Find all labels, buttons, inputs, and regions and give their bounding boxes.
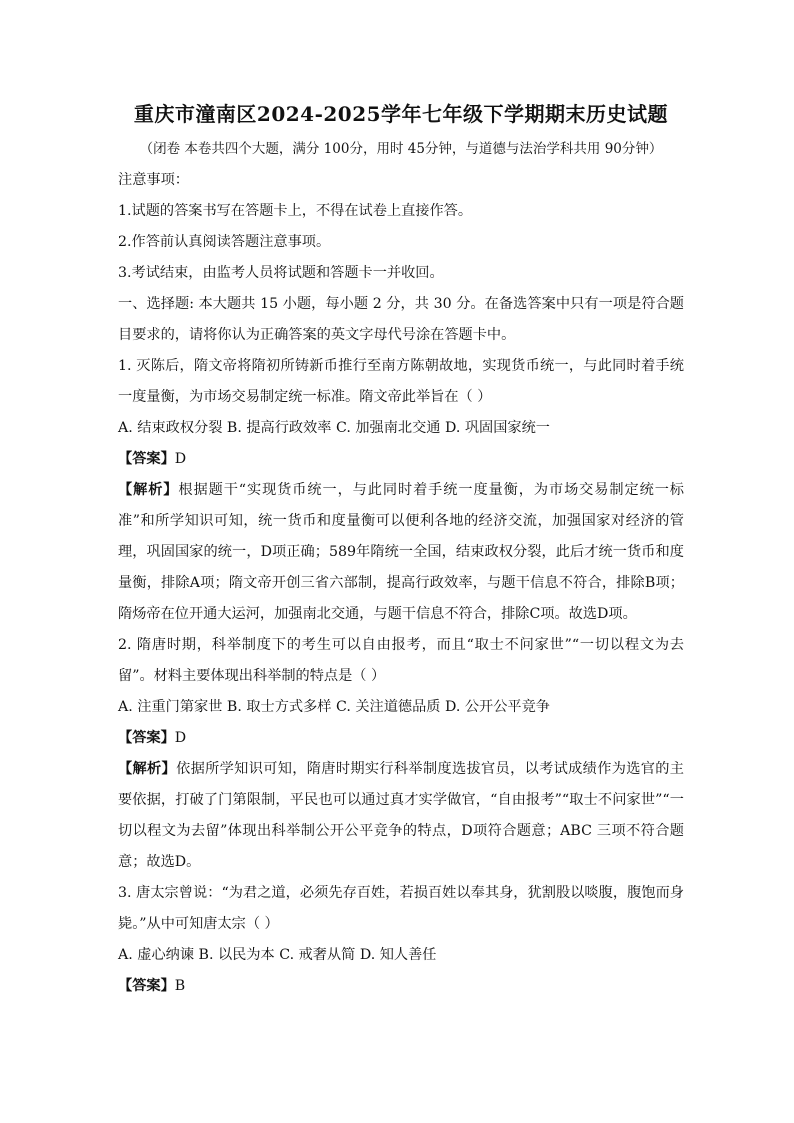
question-1-options: A. 结束政权分裂 B. 提高行政效率 C. 加强南北交通 D. 巩固国家统一 xyxy=(118,420,550,436)
notice-item-1: 1.试题的答案书写在答题卡上，不得在试卷上直接作答。 xyxy=(118,203,473,219)
analysis-tag: 【解析】 xyxy=(118,761,177,777)
answer-tag: 【答案】 xyxy=(118,730,175,746)
exam-subtitle: （闭卷 本卷共四个大题，满分 100分，用时 45分钟，与道德与法治学科共用 90分钟） xyxy=(139,141,663,157)
question-1-stem: 1. 灭陈后，隋文帝将隋初所铸新币推行至南方陈朝故地，实现货币统一，与此同时着手统一度量衡，为市场交易制定统一标准。隋文帝此举旨在（ ） xyxy=(118,358,684,405)
question-3-answer xyxy=(118,971,684,1002)
answer-value: D xyxy=(174,730,187,746)
question-2-options: A. 注重门第家世 B. 取士方式多样 C. 关注道德品质 D. 公开公平竞争 xyxy=(118,699,550,715)
answer-value: B xyxy=(174,978,186,994)
notice-item-3: 3.考试结束，由监考人员将试题和答题卡一并收回。 xyxy=(118,265,444,281)
question-3-stem: 3. 唐太宗曾说：“为君之道，必须先存百姓，若损百姓以奉其身，犹割股以啖腹，腹饱而身毙。”从中可知唐太宗（ ） xyxy=(118,885,684,932)
question-2-stem: 2. 隋唐时期，科举制度下的考生可以自由报考，而且“取士不问家世”“一切以程文为去留”。材料主要体现出科举制的特点是（ ） xyxy=(118,637,684,684)
question-1-answer xyxy=(118,444,684,475)
analysis-text: 依据所学知识可知，隋唐时期实行科举制度选拔官员，以考试成绩作为选官的主要依据，打破了门第限制，平民也可以通过真才实学做官，“自由报考”“取士不问家世”“一切以程文为去留”体现出科举制公开公平竞争的特点，D项符合题意；ABC 三项不符合题意；故选D。 xyxy=(118,761,684,870)
notice-heading: 注意事项： xyxy=(118,172,189,188)
answer-value: D xyxy=(174,451,187,467)
question-1-analysis xyxy=(118,475,684,630)
page-title: 重庆市潼南区2024-2025学年七年级下学期期末历史试题 xyxy=(133,102,669,126)
section-intro: 一、选择题: 本大题共 15 小题，每小题 2 分，共 30 分。在备选答案中只有一项是符合题目要求的，请将你认为正确答案的英文字母代号涂在答题卡中。 xyxy=(118,296,684,343)
analysis-text: 根据题干“实现货币统一，与此同时着手统一度量衡，为市场交易制定统一标准”和所学知识可知，统一货币和度量衡可以便利各地的经济交流，加强国家对经济的管理，巩固国家的统一，D项正确；589年隋统一全国，结束政权分裂，此后才统一货币和度量衡，排除A项；隋文帝开创三省六部制，提高行政效率，与题干信息不符合，排除B项；隋炀帝在位开通大运河，加强南北交通，与题干信息不符合，排除C项。故选D项。 xyxy=(118,482,684,622)
question-2-answer xyxy=(118,723,684,754)
question-2-analysis xyxy=(118,754,684,878)
notice-item-2: 2.作答前认真阅读答题注意事项。 xyxy=(118,234,331,250)
analysis-tag: 【解析】 xyxy=(118,482,179,498)
answer-tag: 【答案】 xyxy=(118,978,175,994)
question-3-options: A. 虚心纳谏 B. 以民为本 C. 戒奢从简 D. 知人善任 xyxy=(118,947,437,963)
answer-tag: 【答案】 xyxy=(118,451,175,467)
